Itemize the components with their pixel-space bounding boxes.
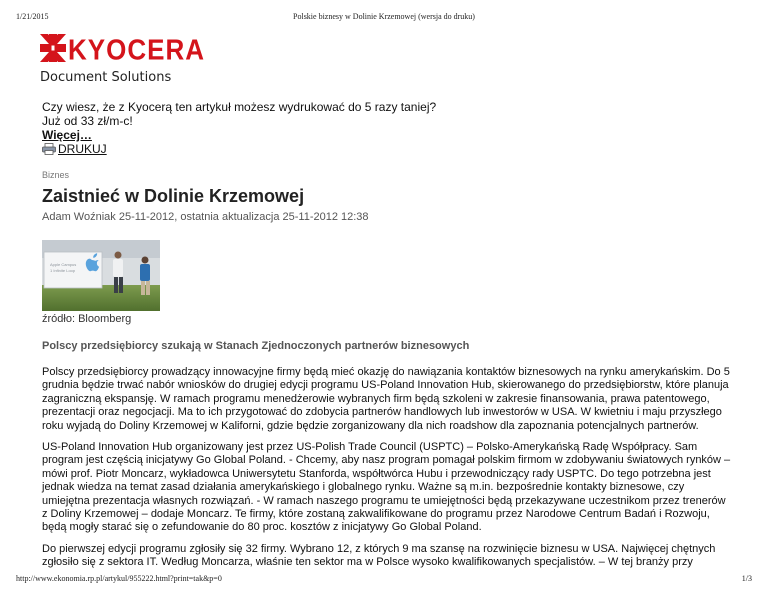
article-photo <box>42 240 160 311</box>
article-byline: Adam Woźniak 25-11-2012, ostatnia aktualizacja 25-11-2012 12:38 <box>42 211 369 223</box>
article-paragraph: US-Poland Innovation Hub organizowany jest przez US-Polish Trade Council (USPTC) – Polsko-Amerykańską Radę Współpracy. Sam program jest częścią inicjatywy Go Global Poland. - Chcemy, aby nasz program pomagał polskim firmom w zdobywaniu światowych rynków – mówi prof. Piotr Moncarz, wykładowca Uniwersytetu Stanforda, współtwórca Hubu i przewodniczący rady USPTC. Do tego potrzebna jest jednak wiedza na temat zasad działania amerykańskiego i globalnego rynku. Ważne są m.in. bezpośrednie kontakty biznesowe, czy umiejętna prezentacja własnych rozwiązań. - W ramach naszego programu te umiejętności będą przekazywane uczestnikom przez trenerów z Doliny Krzemowej – dodaje Moncarz. Te firmy, które zostaną zakwalifikowane do programu przez Narodowe Centrum Badań i Rozwoju, będą mogły starać się o zefundowanie do 80 proc. kosztów z inicjatywy Go Global Poland. <box>42 441 731 534</box>
section-label: Biznes <box>42 170 70 180</box>
promo-box <box>42 100 442 156</box>
print-label: DRUKUJ <box>58 142 107 156</box>
article-title: Zaistnieć w Dolinie Krzemowej <box>42 186 305 206</box>
print-url: http://www.ekonomia.rp.pl/artykul/955222.html?print=tak&p=0 <box>16 574 222 583</box>
article-body <box>42 366 732 578</box>
article-paragraph: Do pierwszej edycji programu zgłosiły się 32 firmy. Wybrano 12, z których 9 ma szansę na rozwinięcie biznesu w USA. Najwięcej chętnych zgłosiło się z sektora IT. Według Moncarza, właśnie ten sektor ma w Polsce wysoko kwalifikowanych specjalistów. – W tej branży przy <box>42 542 716 569</box>
article-paragraph: Polscy przedsiębiorcy prowadzący innowacyjne firmy będą mieć okazję do nawiązania kontaktów biznesowych na rynku amerykańskim. Do 5 grudnia będzie trwać nabór wniosków do drugiej edycji programu US-Poland Innovation Hub, skierowanego do przedsiębiorstw, które planuja zagraniczną ekspansję. W ramach programu menedżerowie wybranych firm będą szkoleni w zakresie finansowania, prawa patentowego, prezentacji oraz negocjacji. Ma to ich przygotować do zdobycia partnerów handlowych lub inwestorów w USA. W kwietniu i maju przyszłego roku wyjadą do Doliny Krzemowej w Kaliforni, gdzie będzie zorganizowany dla nich roadshow dla zapoznania potencjalnych partnerów. <box>42 366 730 432</box>
kyocera-cross-icon <box>40 34 66 62</box>
svg-text:Apple Campus: Apple Campus <box>50 262 77 267</box>
print-button[interactable] <box>42 142 442 156</box>
print-page-title: Polskie biznesy w Dolinie Krzemowej (wersja do druku) <box>293 12 475 21</box>
article-lead: Polscy przedsiębiorcy szukają w Stanach Zjednoczonych partnerów biznesowych <box>42 340 470 352</box>
printer-icon <box>42 143 56 155</box>
print-date: 1/21/2015 <box>16 12 49 21</box>
kyocera-logo <box>40 33 206 90</box>
image-caption: źródło: Bloomberg <box>42 313 132 325</box>
promo-text: Czy wiesz, że z Kyocerą ten artykuł możesz wydrukować do 5 razy taniej? Już od 33 zł/m-c! <box>42 100 437 128</box>
more-link[interactable]: Więcej… <box>42 128 92 142</box>
logo-brand: KYOCERA <box>68 33 206 66</box>
svg-text:1 Infinite Loop: 1 Infinite Loop <box>50 268 76 273</box>
print-page-number: 1/3 <box>741 574 752 583</box>
logo-tagline: Document Solutions <box>40 70 172 85</box>
